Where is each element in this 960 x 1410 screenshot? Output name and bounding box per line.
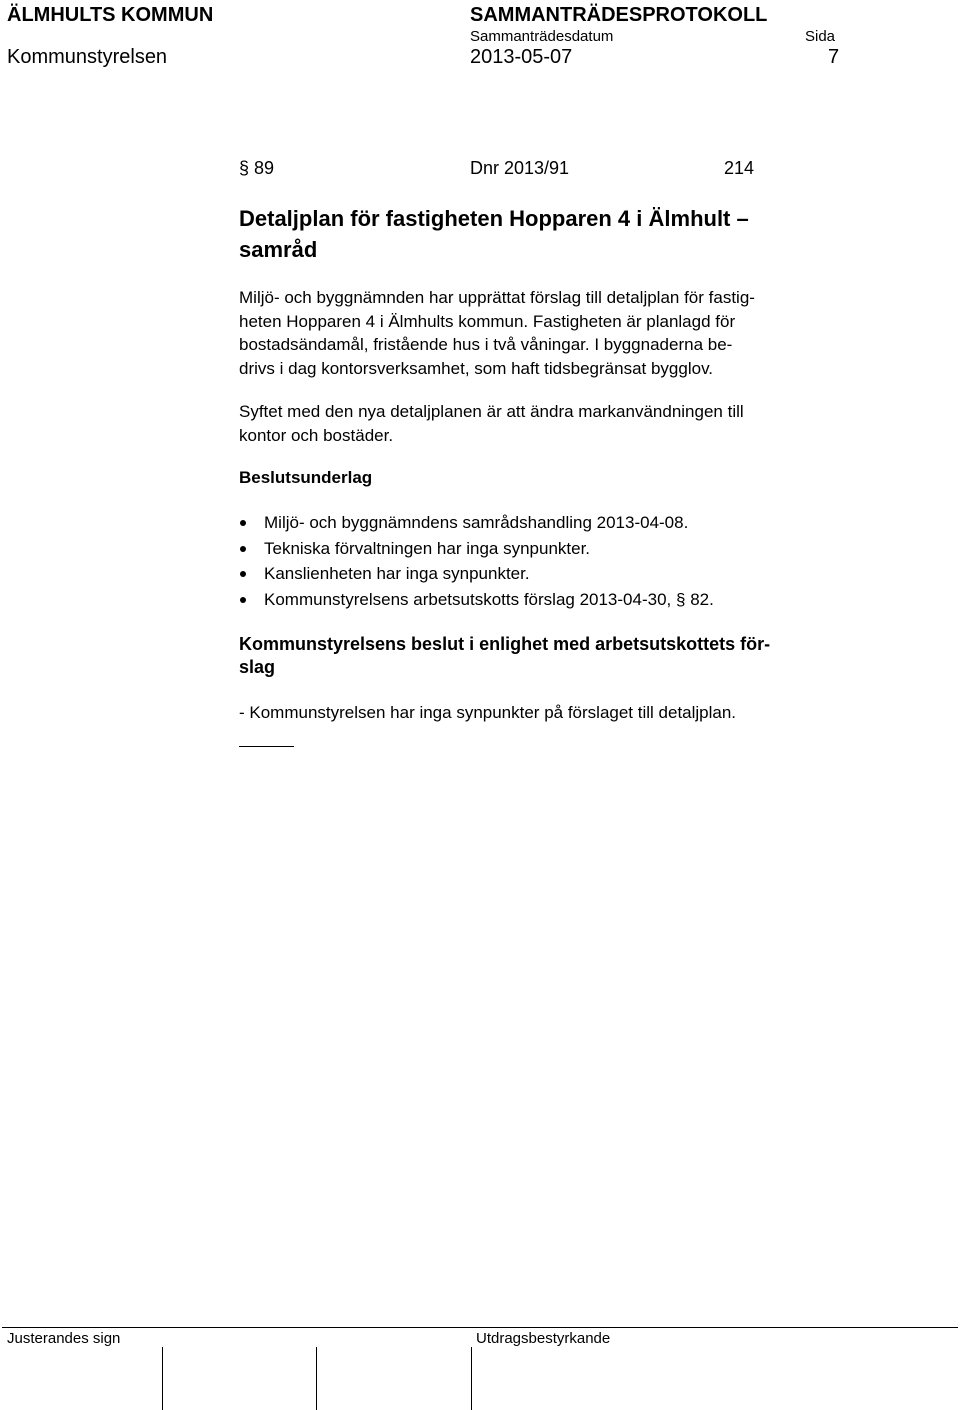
section-number: 82. (690, 589, 714, 609)
list-item: Kanslienheten har inga synpunkter. (239, 561, 714, 587)
page-label: Sida (805, 28, 836, 45)
basis-heading: Beslutsunderlag (239, 468, 373, 487)
bullet-icon (240, 520, 246, 526)
paragraph-line: kontor och bostäder. (239, 425, 394, 445)
decision-heading-line: Kommunstyrelsens beslut i enlighet med arbetsutskottets för- (239, 634, 771, 654)
case-title-line: Detaljplan för fastigheten Hopparen 4 i Älmhult – (239, 206, 749, 231)
section-symbol: § (676, 589, 686, 609)
paragraph-line: Syftet med den nya detaljplanen är att ändra markanvändningen till (239, 402, 744, 421)
meeting-date: 2013-05-07 (470, 46, 573, 68)
paragraph-line: drivs i dag kontorsverksamhet, som haft tidsbegränsat bygglov. (239, 358, 714, 378)
section-symbol: § (239, 158, 250, 178)
basis-list (239, 510, 714, 612)
bullet-icon (240, 597, 246, 603)
footer-column-divider (471, 1347, 472, 1410)
paragraph-line: heten Hopparen 4 i Älmhults kommun. Fastigheten är planlagd för (239, 311, 736, 331)
footer-divider (2, 1327, 958, 1328)
org-name: ÄLMHULTS KOMMUN (7, 4, 214, 26)
page-number: 7 (828, 46, 840, 68)
section-reference (239, 158, 274, 179)
background-paragraph (239, 286, 839, 380)
bullet-icon (240, 546, 246, 552)
decision-text: - Kommunstyrelsen har inga synpunkter på förslaget till detaljplan. (239, 703, 737, 722)
signature-field-divider (162, 1347, 163, 1410)
signature-field-divider (316, 1347, 317, 1410)
extract-certification-label: Utdragsbestyrkande (476, 1330, 611, 1347)
meeting-date-label: Sammanträdesdatum (470, 28, 614, 45)
document-type: SAMMANTRÄDESPROTOKOLL (470, 4, 768, 26)
section-number: 89 (254, 158, 275, 178)
case-title-line: samråd (239, 237, 318, 262)
committee-name: Kommunstyrelsen (7, 46, 168, 68)
list-item: Miljö- och byggnämndens samrådshandling 2013-04-08. (239, 510, 714, 536)
case-title (239, 203, 749, 265)
bullet-icon (240, 571, 246, 577)
paragraph-line: bostadsändamål, fristående hus i två våningar. I byggnaderna be- (239, 335, 733, 354)
signature-label: Justerandes sign (7, 1330, 121, 1347)
end-rule (239, 746, 294, 747)
list-item: Kommunstyrelsens arbetsutskotts förslag 2013-04-30, § 82. (239, 587, 714, 613)
purpose-paragraph (239, 400, 839, 447)
list-item: Tekniska förvaltningen har inga synpunkter. (239, 536, 714, 562)
decision-heading (239, 633, 770, 679)
case-dnr: Dnr 2013/91 (470, 158, 570, 178)
paragraph-line: Miljö- och byggnämnden har upprättat förslag till detaljplan för fastig- (239, 288, 755, 307)
case-code: 214 (724, 158, 755, 178)
decision-heading-line: slag (239, 657, 276, 677)
